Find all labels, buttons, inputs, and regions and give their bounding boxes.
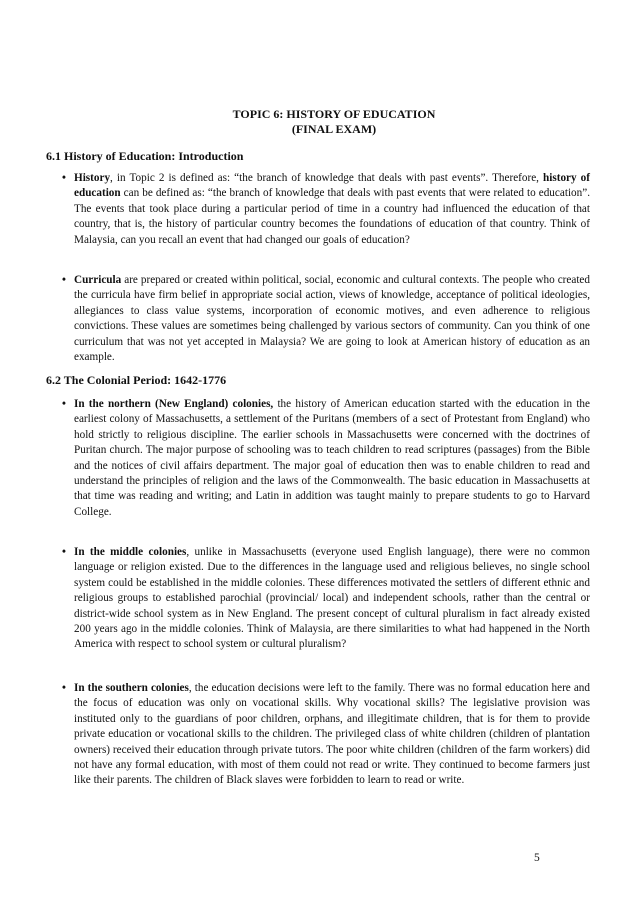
section-heading-6-1: 6.1 History of Education: Introduction	[46, 149, 244, 163]
bullet-body: , unlike in Massachusetts (everyone used English language), there were no common language or religion existed. Due to the differences in the language used and religious believes, no single school system could be established in the middle colonies. These differences motivated the settlers of different ethnic and religious groups to established parochial (provincial/ local) and independent schools, rather than the central or district-wide school system as in New England. The present concept of cultural pluralism in fact already existed 200 years ago in the middle colonies. Think of Malaysia, are there similarities to what had happened in the North America with respect to school system or cultural pluralism?	[74, 546, 590, 651]
bullet-middle-colonies	[62, 545, 590, 653]
bullet-lead: History	[74, 172, 111, 184]
bullet-text	[62, 681, 590, 789]
page-number: 5	[534, 852, 540, 864]
bullet-text	[62, 273, 590, 365]
document-title	[0, 107, 638, 137]
bullet-dot: •	[62, 682, 66, 694]
bullet-text	[62, 171, 590, 248]
bullet-lead: In the northern (New England) colonies,	[74, 398, 274, 410]
bullet-text	[62, 545, 590, 653]
bullet-lead: Curricula	[74, 274, 122, 286]
bullet-northern-colonies	[62, 397, 590, 520]
bullet-body-2: can be defined as: “the branch of knowledge that deals with past events that were related to education”. The events that took place during a particular period of time in a country had influenced the education of that country, that is, the history of particular country becomes the foundations of education of that country. Think of Malaysia, can you recall an event that had changed our goals of education?	[74, 187, 590, 246]
bullet-southern-colonies	[62, 681, 590, 789]
bullet-body: the history of American education started with the education in the earliest colony of Massachusetts, a settlement of the Puritans (members of a sect of Protestant from England) who hold strictly to religious discipline. The earlier schools in Massachusetts were concerned with the doctrines of Puritan church. The major purpose of schooling was to teach children to read scriptures (passages) from the Bible and the notices of civil affairs department. The major goal of education then was to enable children to read and understand the principles of religion and the laws of the Commonwealth. The basic education in Massachusetts at that time was reading and writing; and Latin in addition was taught mainly to prepare students to go to Harvard College.	[74, 398, 590, 518]
bullet-lead: In the southern colonies	[74, 682, 189, 694]
section-heading-6-2: 6.2 The Colonial Period: 1642-1776	[46, 373, 227, 387]
bullet-lead: In the middle colonies	[74, 546, 187, 558]
bullet-body: , in Topic 2 is defined as: “the branch of knowledge that deals with past events”. Therefore,	[110, 172, 544, 184]
bullet-dot: •	[62, 274, 66, 286]
bullet-dot: •	[62, 172, 66, 184]
bullet-lead-2: history of education	[74, 172, 590, 200]
bullet-curricula	[62, 273, 590, 365]
title-line-1: TOPIC 6: HISTORY OF EDUCATION	[232, 107, 436, 121]
bullet-history	[62, 171, 590, 248]
bullet-body: are prepared or created within political, social, economic and cultural contexts. The people who created the curricula have firm belief in appropriate social action, views of knowledge, acceptance of political ideologies, allegiances to class value systems, incorporation of economic motives, and even adherence to religious convictions. These values are sometimes being challenged by various sectors of community. Can you think of one curriculum that was not yet accepted in Malaysia? We are going to look at American history of education as an example.	[74, 274, 590, 364]
bullet-text	[62, 397, 590, 520]
bullet-dot: •	[62, 398, 66, 410]
title-line-2: (FINAL EXAM)	[291, 122, 377, 136]
bullet-body: , the education decisions were left to the family. There was no formal education here and the focus of education was only on vocational skills. Why vocational skills? The legislative provision was instituted only to the guardians of poor children, orphans, and illegitimate children, that is for them to provide private education or vocational skills to the children. The privileged class of white children (children of plantation owners) received their education through private tutors. The poor white children (children of the farm workers) did not have any formal education, with most of them could not read or write. They continued to become farmers just like their parents. The children of Black slaves were forbidden to learn to read or write.	[74, 682, 590, 787]
bullet-dot: •	[62, 546, 66, 558]
